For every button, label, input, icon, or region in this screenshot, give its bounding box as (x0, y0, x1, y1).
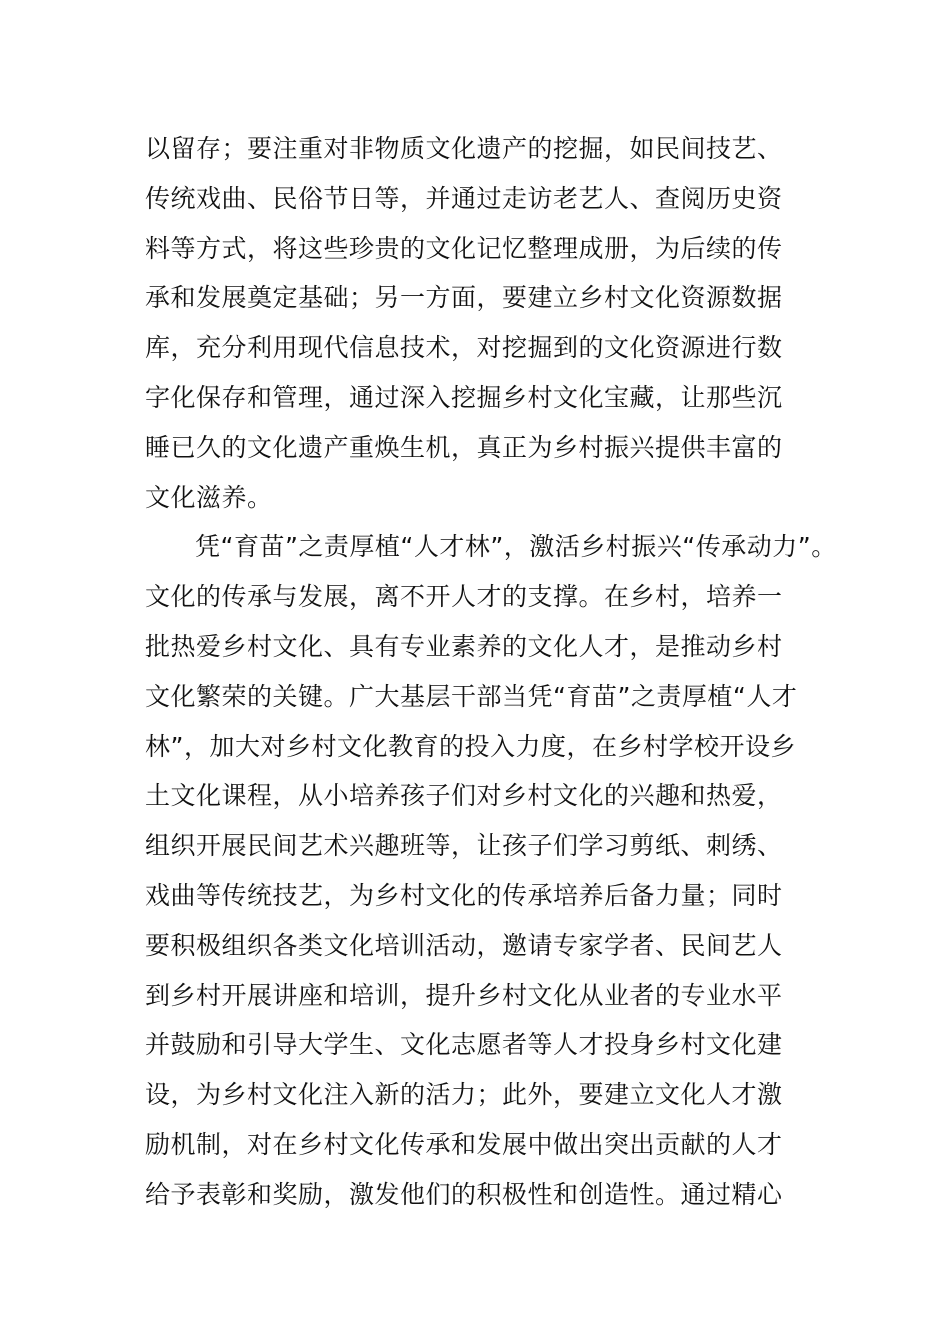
text-line: 土文化课程，从小培养孩子们对乡村文化的兴趣和热爱， (145, 781, 783, 811)
text-line: 到乡村开展讲座和培训，提升乡村文化从业者的专业水平 (145, 980, 783, 1010)
text-line: 文化滋养。 (145, 482, 273, 512)
text-line: 戏曲等传统技艺，为乡村文化的传承培养后备力量；同时 (145, 880, 783, 910)
text-line: 设，为乡村文化注入新的活力；此外，要建立文化人才激 (145, 1080, 783, 1110)
text-line: 承和发展奠定基础；另一方面，要建立乡村文化资源数据 (145, 283, 783, 313)
text-line: 睡已久的文化遗产重焕生机，真正为乡村振兴提供丰富的 (145, 432, 783, 462)
text-line: 料等方式，将这些珍贵的文化记忆整理成册，为后续的传 (145, 233, 783, 263)
text-line: 要积极组织各类文化培训活动，邀请专家学者、民间艺人 (145, 930, 783, 960)
text-line: 文化繁荣的关键。广大基层干部当凭“育苗”之责厚植“人才 (145, 681, 798, 711)
text-line: 库，充分利用现代信息技术，对挖掘到的文化资源进行数 (145, 333, 783, 363)
text-line: 以留存；要注重对非物质文化遗产的挖掘，如民间技艺、 (145, 134, 783, 163)
text-line: 林”，加大对乡村文化教育的投入力度，在乡村学校开设乡 (145, 731, 796, 761)
text-line: 励机制，对在乡村文化传承和发展中做出突出贡献的人才 (145, 1129, 783, 1159)
text-line: 批热爱乡村文化、具有专业素养的文化人才，是推动乡村 (145, 631, 783, 661)
text-line: 给予表彰和奖励，激发他们的积极性和创造性。通过精心 (145, 1179, 783, 1209)
text-line: 并鼓励和引导大学生、文化志愿者等人才投身乡村文化建 (145, 1030, 783, 1060)
body-text (145, 124, 837, 1220)
text-line: 传统戏曲、民俗节日等，并通过走访老艺人、查阅历史资 (145, 183, 783, 213)
text-line: 字化保存和管理，通过深入挖掘乡村文化宝藏，让那些沉 (145, 382, 783, 412)
paragraph-heading-line: 凭“育苗”之责厚植“人才林”，激活乡村振兴“传承动力”。 (195, 532, 837, 562)
text-line: 文化的传承与发展，离不开人才的支撑。在乡村，培养一 (145, 582, 783, 612)
text-line: 组织开展民间艺术兴趣班等，让孩子们学习剪纸、刺绣、 (145, 831, 783, 861)
